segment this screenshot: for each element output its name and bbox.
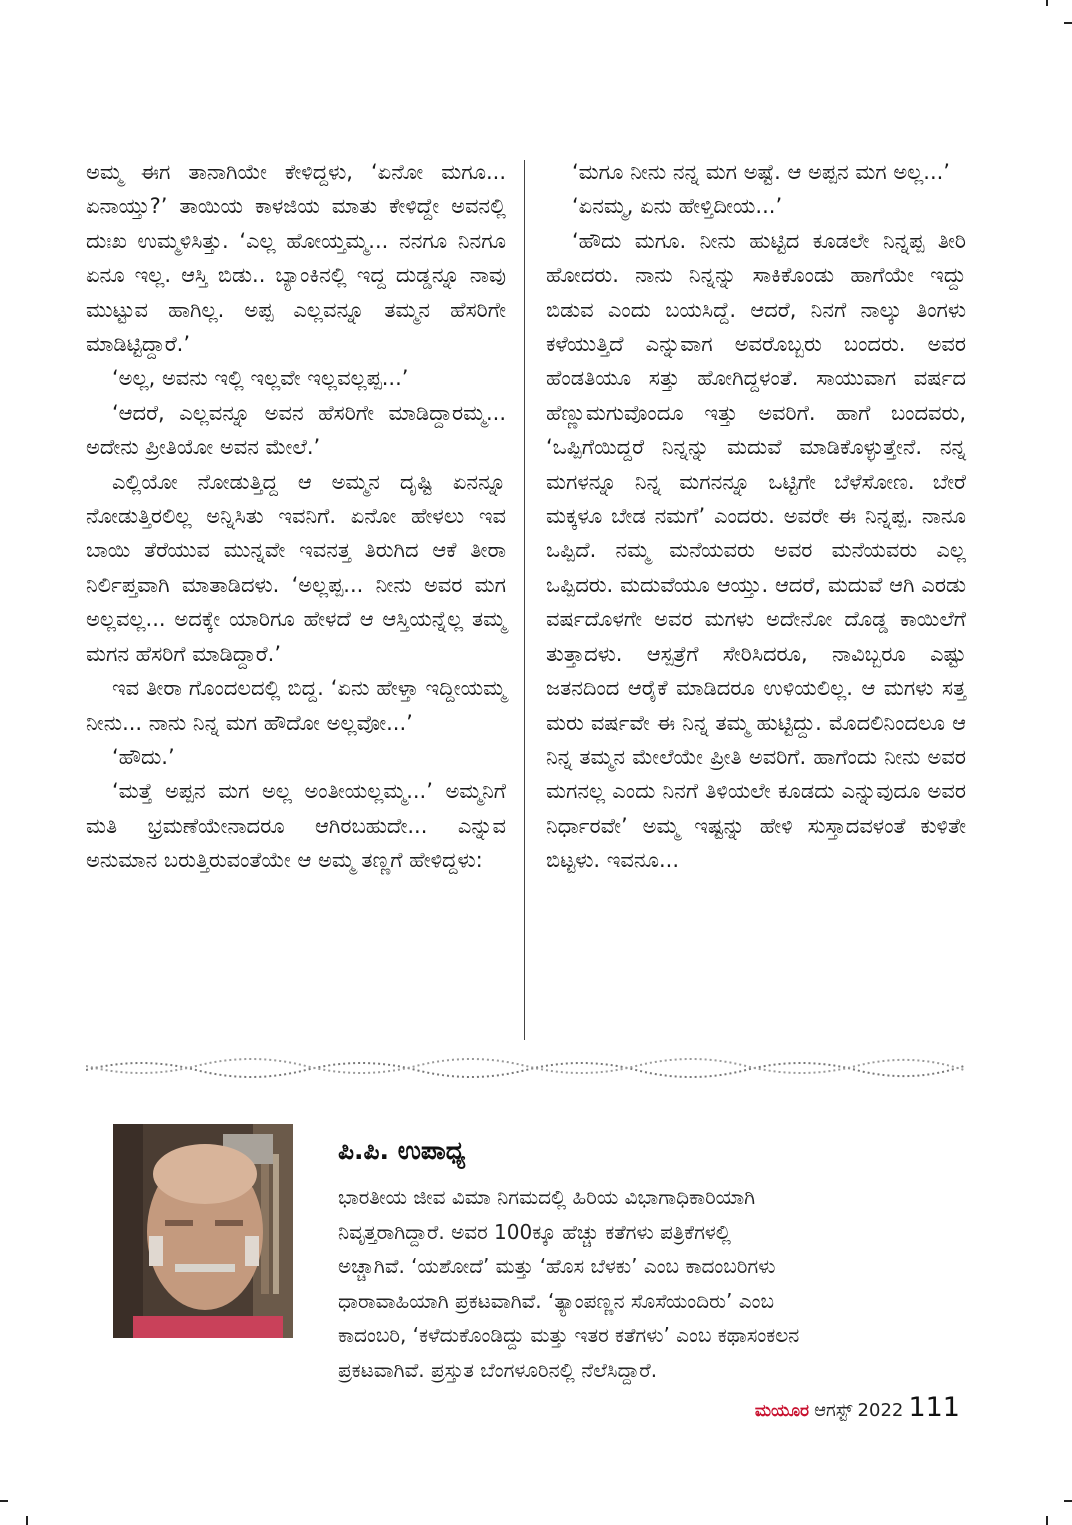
author-name: ಪಿ.ಪಿ. ಉಪಾಧ್ಯ [338, 1136, 466, 1165]
bio-line: ಕಾದಂಬರಿ, ‘ಕಳೆದುಕೊಂಡಿದ್ದು ಮತ್ತು ಇತರ ಕತೆಗಳು’ ಎಂಬ ಕಥಾಸಂಕಲನ [338, 1323, 800, 1347]
paragraph: ಇವ ತೀರಾ ಗೊಂದಲದಲ್ಲಿ ಬಿದ್ದ. ‘ಏನು ಹೇಳ್ತಾ ಇದ್ದೀಯಮ್ಮ ನೀನು... ನಾನು ನಿನ್ನ ಮಗ ಹೌದೋ ಅಲ್ಲವೋ...’ [86, 676, 506, 735]
crop-mark [1064, 1500, 1072, 1502]
bio-line: ಧಾರಾವಾಹಿಯಾಗಿ ಪ್ರಕಟವಾಗಿವೆ. ‘ತ್ಯಾಂಪಣ್ಣನ ಸೊಸೆಯಂದಿರು’ ಎಂಬ [338, 1288, 774, 1313]
paragraph: ‘ಮತ್ತೆ ಅಪ್ಪನ ಮಗ ಅಲ್ಲ ಅಂತೀಯಲ್ಲಮ್ಮ...’ ಅಮ್ಮನಿಗೆ ಮತಿ ಭ್ರಮಣೆಯೇನಾದರೂ ಆಗಿರಬಹುದೇ... ಎನ್ನುವ ಅನುಮಾನ ಬರುತ್ತಿರುವಂತೆಯೇ ಆ ಅಮ್ಮ ತಣ್ಣಗೆ ಹೇಳಿದ್ದಳು: [86, 779, 506, 873]
crop-mark [26, 1516, 28, 1525]
bio-line: ಭಾರತೀಯ ಜೀವ ವಿಮಾ ನಿಗಮದಲ್ಲಿ ಹಿರಿಯ ವಿಭಾಗಾಧಿಕಾರಿಯಾಗಿ [338, 1185, 756, 1209]
article-left-column [86, 155, 506, 878]
paragraph: ‘ಮಗೂ ನೀನು ನನ್ನ ಮಗ ಅಷ್ಟೆ. ಆ ಅಪ್ಪನ ಮಗ ಅಲ್ಲ...’ [572, 160, 950, 184]
crop-mark [1046, 1516, 1048, 1525]
issue-year: 2022 [857, 1400, 904, 1421]
bio-line: ನಿವೃತ್ತರಾಗಿದ್ದಾರೆ. ಅವರ 100ಕ್ಕೂ ಹೆಚ್ಚು ಕತೆಗಳು ಪತ್ರಿಕೆಗಳಲ್ಲಿ [338, 1219, 731, 1244]
wavy-dotted-divider [86, 1052, 964, 1082]
paragraph: ಅಮ್ಮ ಈಗ ತಾನಾಗಿಯೇ ಕೇಳಿದ್ದಳು, ‘ಏನೋ ಮಗೂ... ಏನಾಯ್ತು?’ ತಾಯಿಯ ಕಾಳಜಿಯ ಮಾತು ಕೇಳಿದ್ದೇ ಅವನಲ್ಲಿ ದುಃಖ ಉಮ್ಮಳಿಸಿತ್ತು. ‘ಎಲ್ಲ ಹೋಯ್ತಮ್ಮ... ನನಗೂ ನಿನಗೂ ಏನೂ ಇಲ್ಲ. ಆಸ್ತಿ ಬಿಡು.. ಬ್ಯಾಂಕಿನಲ್ಲಿ ಇದ್ದ ದುಡ್ಡನ್ನೂ ನಾವು ಮುಟ್ಟುವ ಹಾಗಿಲ್ಲ. ಅಪ್ಪ ಎಲ್ಲವನ್ನೂ ತಮ್ಮನ ಹೆಸರಿಗೇ ಮಾಡಿಟ್ಟಿದ್ದಾರೆ.’ [86, 160, 506, 357]
bio-line: ಅಚ್ಚಾಗಿವೆ. ‘ಯಶೋದೆ’ ಮತ್ತು ‘ಹೊಸ ಬೆಳಕು’ ಎಂಬ ಕಾದಂಬರಿಗಳು [338, 1254, 776, 1278]
author-photo [113, 1124, 293, 1338]
paragraph: ‘ಆದರೆ, ಎಲ್ಲವನ್ನೂ ಅವನ ಹೆಸರಿಗೇ ಮಾಡಿದ್ದಾರಮ್ಮ... ಅದೇನು ಪ್ರೀತಿಯೋ ಅವನ ಮೇಲೆ.’ [86, 400, 506, 460]
paragraph: ‘ಹೌದು.’ [112, 744, 175, 769]
page-footer [755, 1392, 960, 1423]
paragraph: ‘ಹೌದು ಮಗೂ. ನೀನು ಹುಟ್ಟಿದ ಕೂಡಲೇ ನಿನ್ನಪ್ಪ ತೀರಿ ಹೋದರು. ನಾನು ನಿನ್ನನ್ನು ಸಾಕಿಕೊಂಡು ಹಾಗೆಯೇ ಇದ್ದು ಬಿಡುವ ಎಂದು ಬಯಸಿದ್ದೆ. ಆದರೆ, ನಿನಗೆ ನಾಲ್ಕು ತಿಂಗಳು ಕಳೆಯುತ್ತಿದೆ ಎನ್ನುವಾಗ ಅವರೊಬ್ಬರು ಬಂದರು. ಅವರ ಹೆಂಡತಿಯೂ ಸತ್ತು ಹೋಗಿದ್ದಳಂತೆ. ಸಾಯುವಾಗ ವರ್ಷದ ಹೆಣ್ಣುಮಗುವೊಂದೂ ಇತ್ತು ಅವರಿಗೆ. ಹಾಗೆ ಬಂದವರು, ‘ಒಪ್ಪಿಗೆಯಿದ್ದರೆ ನಿನ್ನನ್ನು ಮದುವೆ ಮಾಡಿಕೊಳ್ಳುತ್ತೇನೆ. ನನ್ನ ಮಗಳನ್ನೂ ನಿನ್ನ ಮಗನನ್ನೂ ಒಟ್ಟಿಗೇ ಬೆಳೆಸೋಣ. ಬೇರೆ ಮಕ್ಕಳೂ ಬೇಡ ನಮಗೆ’ ಎಂದರು. ಅವರೇ ಈ ನಿನ್ನಪ್ಪ. ನಾನೂ ಒಪ್ಪಿದೆ. ನಮ್ಮ ಮನೆಯವರು ಅವರ ಮನೆಯವರು ಎಲ್ಲ ಒಪ್ಪಿದರು. ಮದುವೆಯೂ ಆಯ್ತು. ಆದರೆ, ಮದುವೆ ಆಗಿ ಎರಡು ವರ್ಷದೊಳಗೇ ಅವರ ಮಗಳು ಅದೇನೋ ದೊಡ್ಡ ಕಾಯಿಲೆಗೆ ತುತ್ತಾದಳು. ಆಸ್ಪತ್ರೆಗೆ ಸೇರಿಸಿದರೂ, ನಾವಿಬ್ಬರೂ ಎಷ್ಟು ಜತನದಿಂದ ಆರೈಕೆ ಮಾಡಿದರೂ ಉಳಿಯಲಿಲ್ಲ. ಆ ಮಗಳು ಸತ್ತ ಮರು ವರ್ಷವೇ ಈ ನಿನ್ನ ತಮ್ಮ ಹುಟ್ಟಿದ್ದು. ಮೊದಲಿನಿಂದಲೂ ಆ ನಿನ್ನ ತಮ್ಮನ ಮೇಲೆಯೇ ಪ್ರೀತಿ ಅವರಿಗೆ. ಹಾಗೆಂದು ನೀನು ಅವರ ಮಗನಲ್ಲ ಎಂದು ನಿನಗೆ ತಿಳಿಯಲೇ ಕೂಡದು ಎನ್ನುವುದೂ ಅವರ ನಿರ್ಧಾರವೇ’ ಅಮ್ಮ ಇಷ್ಟನ್ನು ಹೇಳಿ ಸುಸ್ತಾದವಳಂತೆ ಕುಳಿತೇ ಬಿಟ್ಟಳು. ಇವನೂ... [546, 228, 966, 873]
paragraph: ‘ಏನಮ್ಮ, ಏನು ಹೇಳ್ತಿದೀಯ...’ [572, 194, 783, 219]
column-divider [524, 160, 525, 1040]
issue-month: ಆಗಸ್ಟ್ [814, 1400, 853, 1421]
crop-mark [1064, 22, 1072, 24]
paragraph: ‘ಅಲ್ಲ, ಅವನು ಇಲ್ಲಿ ಇಲ್ಲವೇ ಇಲ್ಲವಲ್ಲಪ್ಪ...’ [112, 366, 409, 391]
crop-mark [0, 1500, 8, 1502]
magazine-brand: ಮಯೂರ [754, 1401, 810, 1421]
bio-line: ಪ್ರಕಟವಾಗಿವೆ. ಪ್ರಸ್ತುತ ಬೆಂಗಳೂರಿನಲ್ಲಿ ನೆಲೆಸಿದ್ದಾರೆ. [338, 1357, 658, 1382]
paragraph: ಎಲ್ಲಿಯೋ ನೋಡುತ್ತಿದ್ದ ಆ ಅಮ್ಮನ ದೃಷ್ಟಿ ಏನನ್ನೂ ನೋಡುತ್ತಿರಲಿಲ್ಲ ಅನ್ನಿಸಿತು ಇವನಿಗೆ. ಏನೋ ಹೇಳಲು ಇವ ಬಾಯಿ ತೆರೆಯುವ ಮುನ್ನವೇ ಇವನತ್ತ ತಿರುಗಿದ ಆಕೆ ತೀರಾ ನಿರ್ಲಿಪ್ತವಾಗಿ ಮಾತಾಡಿದಳು. ‘ಅಲ್ಲಪ್ಪ... ನೀನು ಅವರ ಮಗ ಅಲ್ಲವಲ್ಲ... ಅದಕ್ಕೇ ಯಾರಿಗೂ ಹೇಳದೆ ಆ ಆಸ್ತಿಯನ್ನೆಲ್ಲ ತಮ್ಮ ಮಗನ ಹೆಸರಿಗೆ ಮಾಡಿದ್ದಾರೆ.’ [86, 469, 506, 666]
crop-mark [1046, 0, 1048, 6]
author-bio [338, 1180, 978, 1387]
article-right-column [546, 155, 966, 878]
page-number: 111 [908, 1392, 960, 1423]
